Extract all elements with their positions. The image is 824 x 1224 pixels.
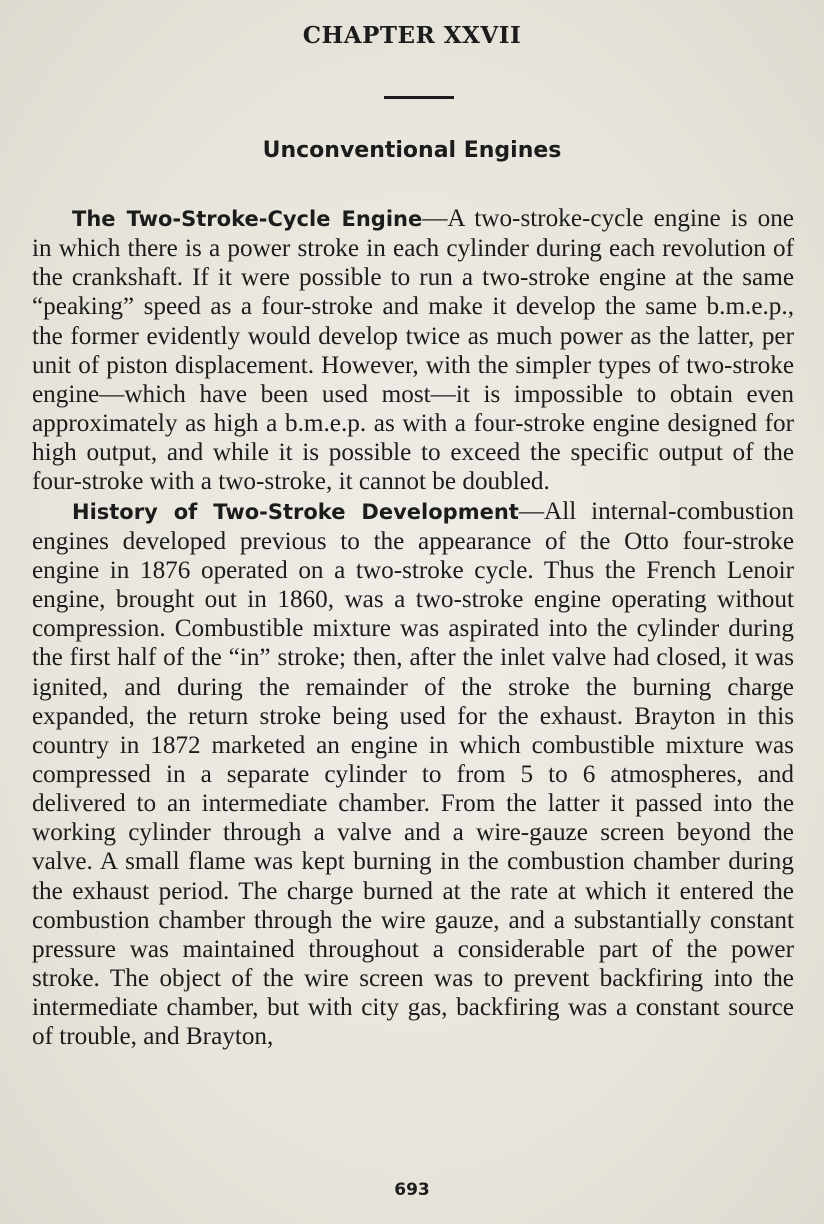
section-title: Unconventional Engines	[262, 138, 562, 163]
body-text	[32, 204, 794, 1052]
paragraph-lead: History of Two-Stroke Development	[72, 499, 519, 524]
paragraph-lead: The Two-Stroke-Cycle Engine	[72, 207, 423, 231]
page-number: 693	[394, 1180, 430, 1200]
chapter-heading: CHAPTER XXVII	[302, 22, 522, 49]
paragraph-text: —A two-stroke-cycle engine is one in which there is a power stroke in each cylinder during each revolution of the crankshaft. If it were possible to run a two-stroke engine at the same “peaking” speed as a four-stroke and make it develop the same b.m.e.p., the former evidently would develop twice as much power as the latter, per unit of piston displacement. However, with the simpler types of two-stroke engine—which have been used most—it is impossible to obtain even approximately as high a b.m.e.p. as with a four-stroke engine designed for high output, and while it is possible to exceed the specific output of the four-stroke with a two-stroke, it cannot be doubled.	[32, 205, 794, 496]
heading-rule	[384, 96, 454, 99]
paragraph-history	[32, 497, 794, 1052]
paragraph-two-stroke-cycle	[32, 204, 794, 497]
paragraph-text: —All internal-combustion engines developed previous to the appearance of the Otto four-stroke engine in 1876 operated on a two-stroke cycle. Thus the French Lenoir engine, brought out in 1860, was a two-stroke engine operating without compression. Combustible mixture was aspirated into the cylinder during the first half of the “in” stroke; then, after the inlet valve had closed, it was ignited, and during the remainder of the stroke the burning charge expanded, the return stroke being used for the exhaust. Brayton in this country in 1872 marketed an engine in which combustible mixture was compressed in a separate cylinder to from 5 to 6 atmospheres, and delivered to an intermediate chamber. From the latter it passed into the working cylinder through a valve and a wire-gauze screen beyond the valve. A small flame was kept burning in the combustion chamber during the exhaust period. The charge burned at the rate at which it entered the combustion chamber through the wire gauze, and a substantially constant pressure was maintained throughout a considerable part of the power stroke. The object of the wire screen was to prevent backfiring into the intermediate chamber, but with city gas, backfiring was a constant source of trouble, and Brayton,	[32, 497, 794, 1051]
